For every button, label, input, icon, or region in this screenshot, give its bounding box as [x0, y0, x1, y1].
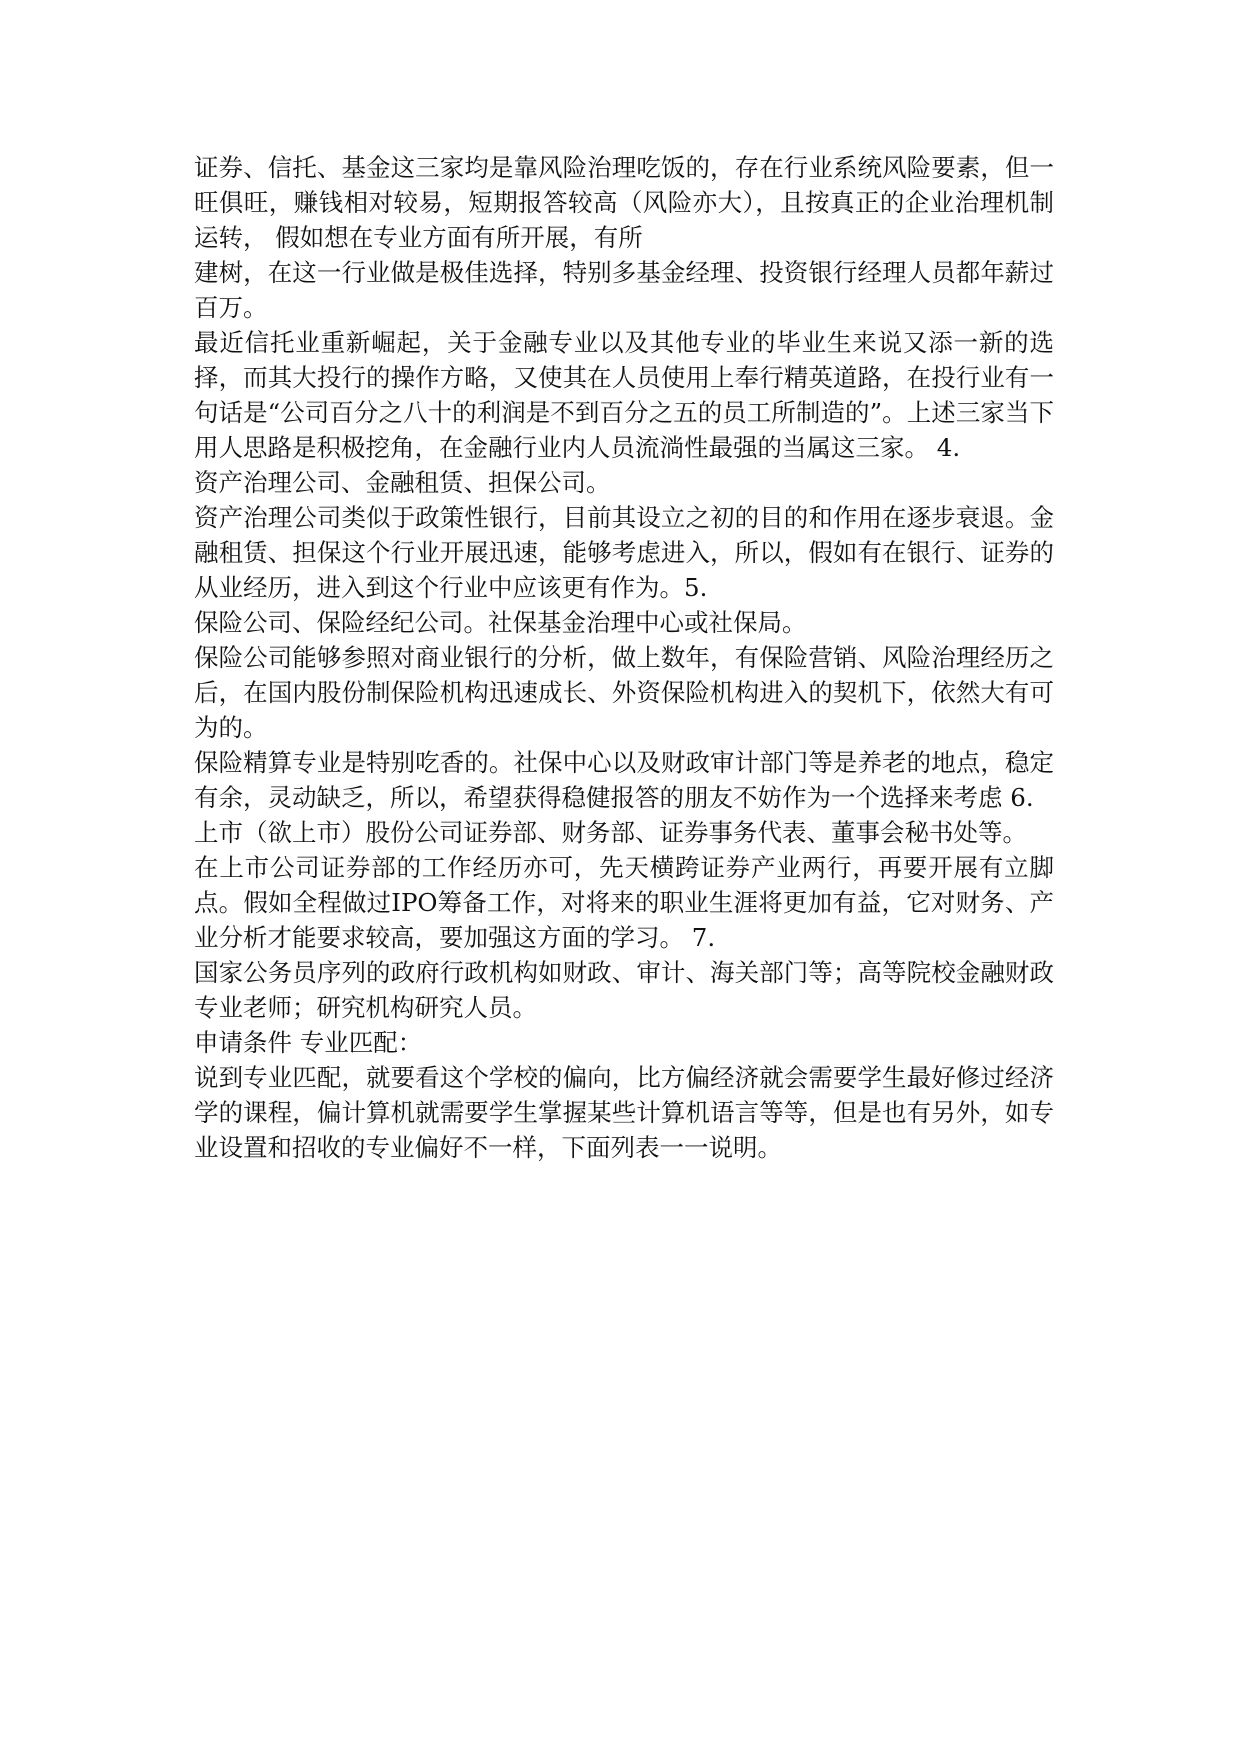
paragraph-insurance: 保险公司能够参照对商业银行的分析，做上数年，有保险营销、风险治理经历之后，在国内股份制保险机构迅速成长、外资保险机构进入的契机下，依然大有可为的。 [194, 643, 1054, 742]
body-text [194, 150, 1054, 1165]
paragraph-major-matching: 说到专业匹配，就要看这个学校的偏向，比方偏经济就会需要学生最好修过经济学的课程，偏计算机就需要学生掌握某些计算机语言等等，但是也有另外，如专业设置和招收的专业偏好不一样，下面列表一一说明。 [194, 1063, 1054, 1162]
paragraph-listed-company-heading: 上市（欲上市）股份公司证券部、财务部、证券事务代表、董事会秘书处等。 [194, 818, 1027, 847]
paragraph-civil-service: 国家公务员序列的政府行政机构如财政、审计、海关部门等；高等院校金融财政专业老师；研究机构研究人员。 [194, 958, 1054, 1022]
paragraph-asset-management: 资产治理公司类似于政策性银行，目前其设立之初的目的和作用在逐步衰退。金融租赁、担保这个行业开展迅速，能够考虑进入，所以，假如有在银行、证券的从业经历，进入到这个行业中应该更有作为。5. [194, 503, 1054, 602]
paragraph-listed-company: 在上市公司证券部的工作经历亦可，先天横跨证券产业两行，再要开展有立脚点。假如全程做过IPO筹备工作，对将来的职业生涯将更加有益，它对财务、产业分析才能要求较高，要加强这方面的学习。 7. [194, 853, 1054, 952]
paragraph-trust-revival: 最近信托业重新崛起，关于金融专业以及其他专业的毕业生来说又添一新的选择，而其大投行的操作方略，又使其在人员使用上奉行精英道路，在投行业有一句话是“公司百分之八十的利润是不到百分之五的员工所制造的”。上述三家当下用人思路是积极挖角，在金融行业内人员流淌性最强的当属这三家。 4. [194, 328, 1054, 462]
paragraph-insurance-heading: 保险公司、保险经纪公司。社保基金治理中心或社保局。 [194, 608, 807, 637]
paragraph-requirements-heading: 申请条件 专业匹配： [194, 1028, 423, 1057]
paragraph-actuarial: 保险精算专业是特别吃香的。社保中心以及财政审计部门等是养老的地点，稳定有余，灵动缺乏，所以，希望获得稳健报答的朋友不妨作为一个选择来考虑 6. [194, 748, 1054, 812]
paragraph-asset-management-heading: 资产治理公司、金融租赁、担保公司。 [194, 468, 611, 497]
paragraph-achievements: 建树，在这一行业做是极佳选择，特别多基金经理、投资银行经理人员都年薪过百万。 [194, 258, 1054, 322]
paragraph-securities-trust-fund: 证券、信托、基金这三家均是靠风险治理吃饭的，存在行业系统风险要素，但一旺俱旺，赚钱相对较易，短期报答较高（风险亦大），且按真正的企业治理机制运转， 假如想在专业方面有所开展，有所 [194, 153, 1054, 252]
